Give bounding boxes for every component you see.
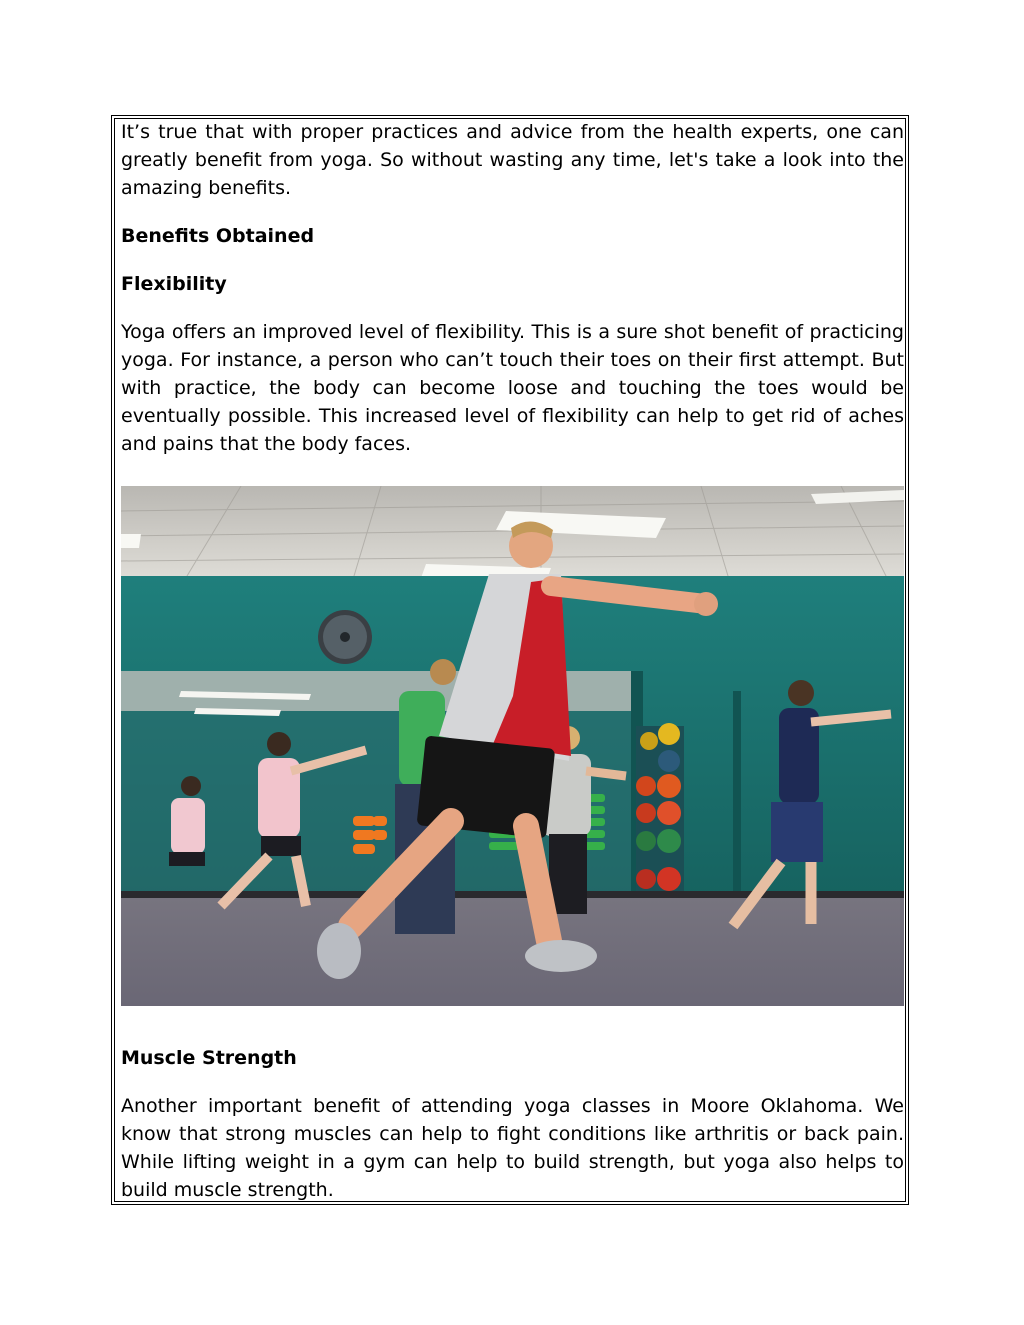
intro-paragraph: It’s true that with proper practices and advice from the health experts, one can greatly benefit from yoga. So without wasting any time, let's take a look into the amazing benefits.: [121, 121, 904, 199]
flexibility-paragraph: Yoga offers an improved level of flexibility. This is a sure shot benefit of practicing yoga. For instance, a person who can’t touch their toes on their first attempt. But with practice, the body can become loose and touching the toes would be eventually possible. This increased level of flexibility can help to get rid of aches and pains that the body faces.: [121, 321, 904, 455]
muscle-strength-heading: Muscle Strength: [121, 1047, 297, 1069]
muscle-strength-paragraph: Another important benefit of attending yoga classes in Moore Oklahoma. We know that strong muscles can help to fight conditions like arthritis or back pain. While lifting weight in a gym can help to build strength, but yoga also helps to build muscle strength.: [121, 1095, 904, 1201]
flexibility-heading: Flexibility: [121, 273, 227, 295]
section-title: Benefits Obtained: [121, 225, 315, 247]
fitness-class-photo: [121, 486, 904, 1006]
page-content: [121, 118, 904, 1204]
